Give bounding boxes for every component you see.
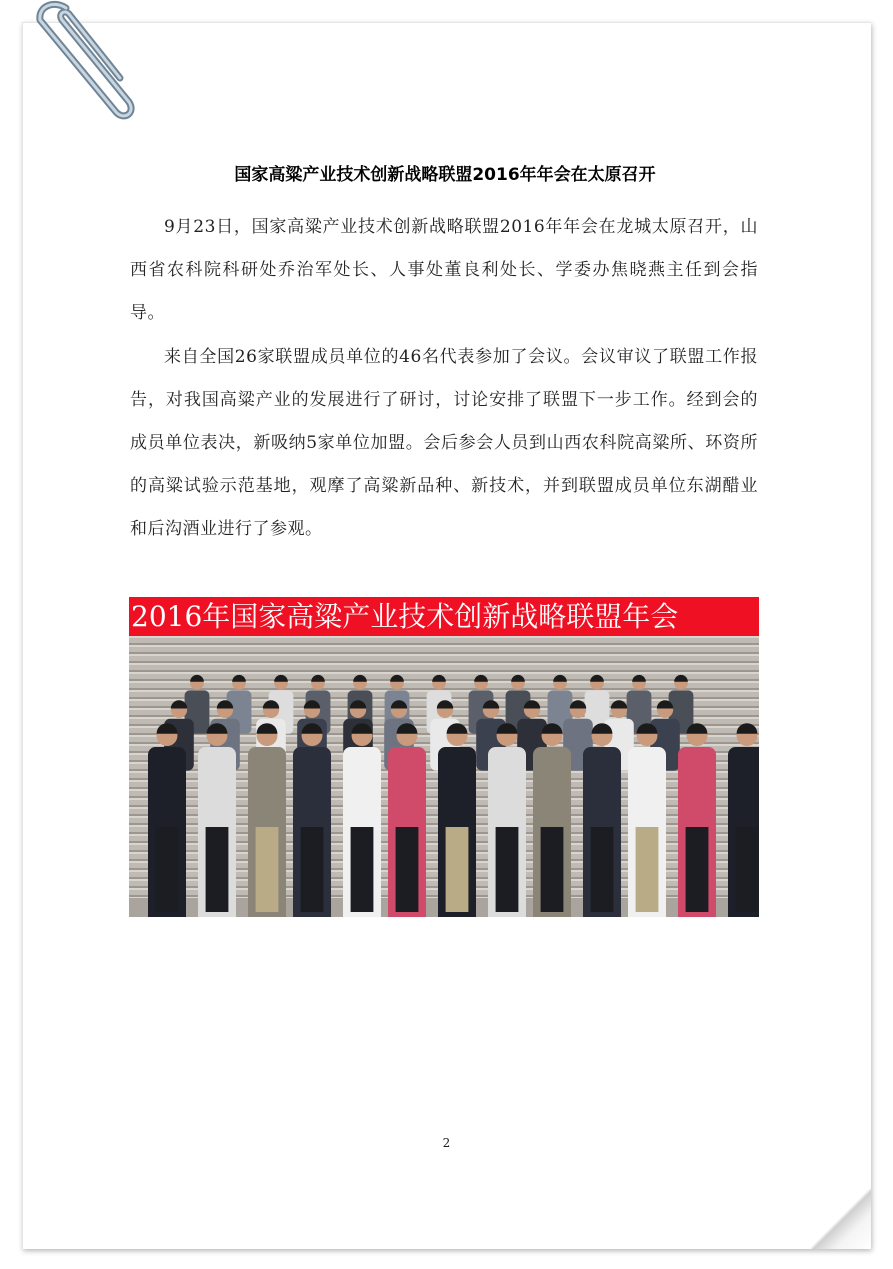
page-number: 2 [442,1136,451,1150]
person-figure [438,723,476,917]
photo-banner: 2016年国家高粱产业技术创新战略联盟年会 [129,597,759,636]
page-curl [811,1189,871,1249]
person-figure [148,723,186,917]
person-figure [248,723,286,917]
person-figure [728,723,759,917]
person-figure [343,723,381,917]
person-figure [198,723,236,917]
person-figure [293,723,331,917]
article-paragraph-2: 来自全国26家联盟成员单位的46名代表参加了会议。会议审议了联盟工作报告，对我国高粱产业的发展进行了研讨，讨论安排了联盟下一步工作。经到会的成员单位表决，新吸纳5家单位加盟。会后参会人员到山西农科院高粱所、环资所的高粱试验示范基地，观摩了高粱新品种、新技术，并到联盟成员单位东湖醋业和后沟酒业进行了参观。 [130,347,758,539]
person-figure [488,723,526,917]
article-title: 国家高粱产业技术创新战略联盟2016年年会在太原召开 [234,165,656,185]
group-photo [129,597,759,917]
group-photo-scene [129,636,759,917]
person-figure [628,723,666,917]
person-figure [678,723,716,917]
person-figure [388,723,426,917]
paperclip-icon [30,0,140,125]
person-figure [583,723,621,917]
article-paragraph-1: 9月23日，国家高粱产业技术创新战略联盟2016年年会在龙城太原召开，山西省农科院科研处乔治军处长、人事处董良利处长、学委办焦晓燕主任到会指导。 [130,217,758,323]
person-figure [533,723,571,917]
